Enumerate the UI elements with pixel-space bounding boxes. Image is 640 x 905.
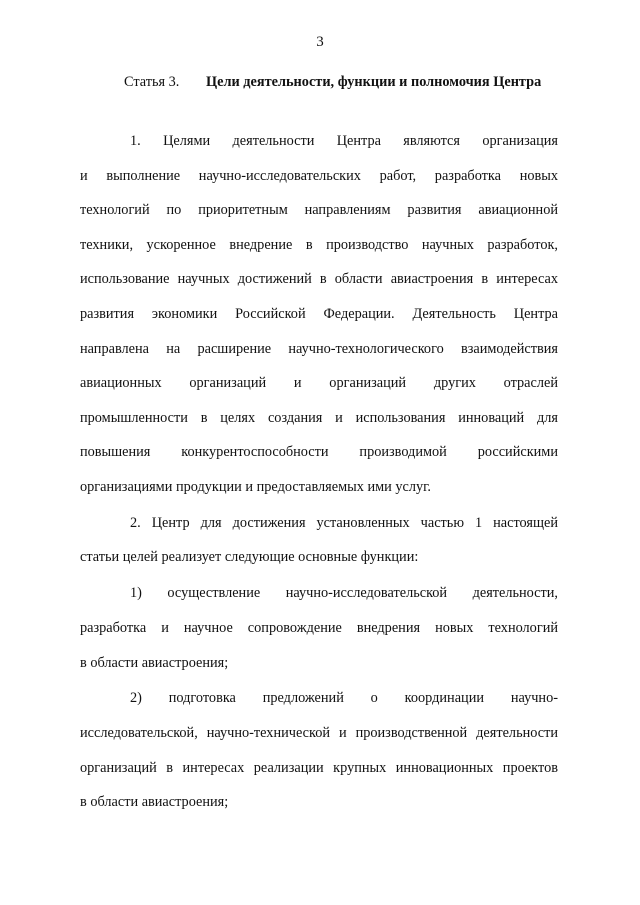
paragraph-function-1 bbox=[80, 576, 558, 680]
text-line: исследовательской, научно-технической и производственной деятельности bbox=[80, 724, 558, 741]
text-line: в области авиастроения; bbox=[80, 794, 229, 811]
text-line: направлена на расширение научно-технологического взаимодействия bbox=[80, 340, 558, 357]
text-line: 1. Целями деятельности Центра являются организация bbox=[130, 133, 558, 149]
text-line: развития экономики Российской Федерации. Деятельность Центра bbox=[80, 305, 558, 322]
article-number: Статья 3. bbox=[124, 74, 180, 90]
article-title: Цели деятельности, функции и полномочия Центра bbox=[206, 74, 542, 90]
text-line: 2. Центр для достижения установленных частью 1 настоящей bbox=[130, 514, 558, 531]
text-line: разработка и научное сопровождение внедрения новых технологий bbox=[80, 619, 558, 636]
paragraph-function-2 bbox=[80, 681, 558, 819]
page-number: 3 bbox=[316, 34, 324, 50]
paragraph-functions-intro bbox=[80, 506, 558, 575]
text-line: 2) подготовка предложений о координации научно- bbox=[130, 690, 558, 707]
text-line: техники, ускоренное внедрение в производство научных разработок, bbox=[80, 236, 558, 253]
text-line: авиационных организаций и организаций других отраслей bbox=[80, 375, 558, 392]
text-line: повышения конкурентоспособности производимой российскими bbox=[80, 444, 558, 461]
paragraph-goals bbox=[80, 124, 558, 505]
text-line: организаций в интересах реализации крупных инновационных проектов bbox=[80, 759, 558, 776]
text-line: технологий по приоритетным направлениям развития авиационной bbox=[80, 202, 558, 219]
text-line: использование научных достижений в области авиастроения в интересах bbox=[80, 271, 558, 288]
text-line: организациями продукции и предоставляемых ими услуг. bbox=[80, 478, 431, 495]
text-line: и выполнение научно-исследовательских работ, разработка новых bbox=[80, 167, 558, 184]
text-line: промышленности в целях создания и использования инноваций для bbox=[80, 409, 558, 426]
document-body bbox=[80, 124, 558, 820]
article-heading bbox=[124, 74, 541, 91]
text-line: в области авиастроения; bbox=[80, 654, 229, 671]
text-line: 1) осуществление научно-исследовательской деятельности, bbox=[130, 585, 558, 602]
text-line: статьи целей реализует следующие основные функции: bbox=[80, 549, 419, 566]
